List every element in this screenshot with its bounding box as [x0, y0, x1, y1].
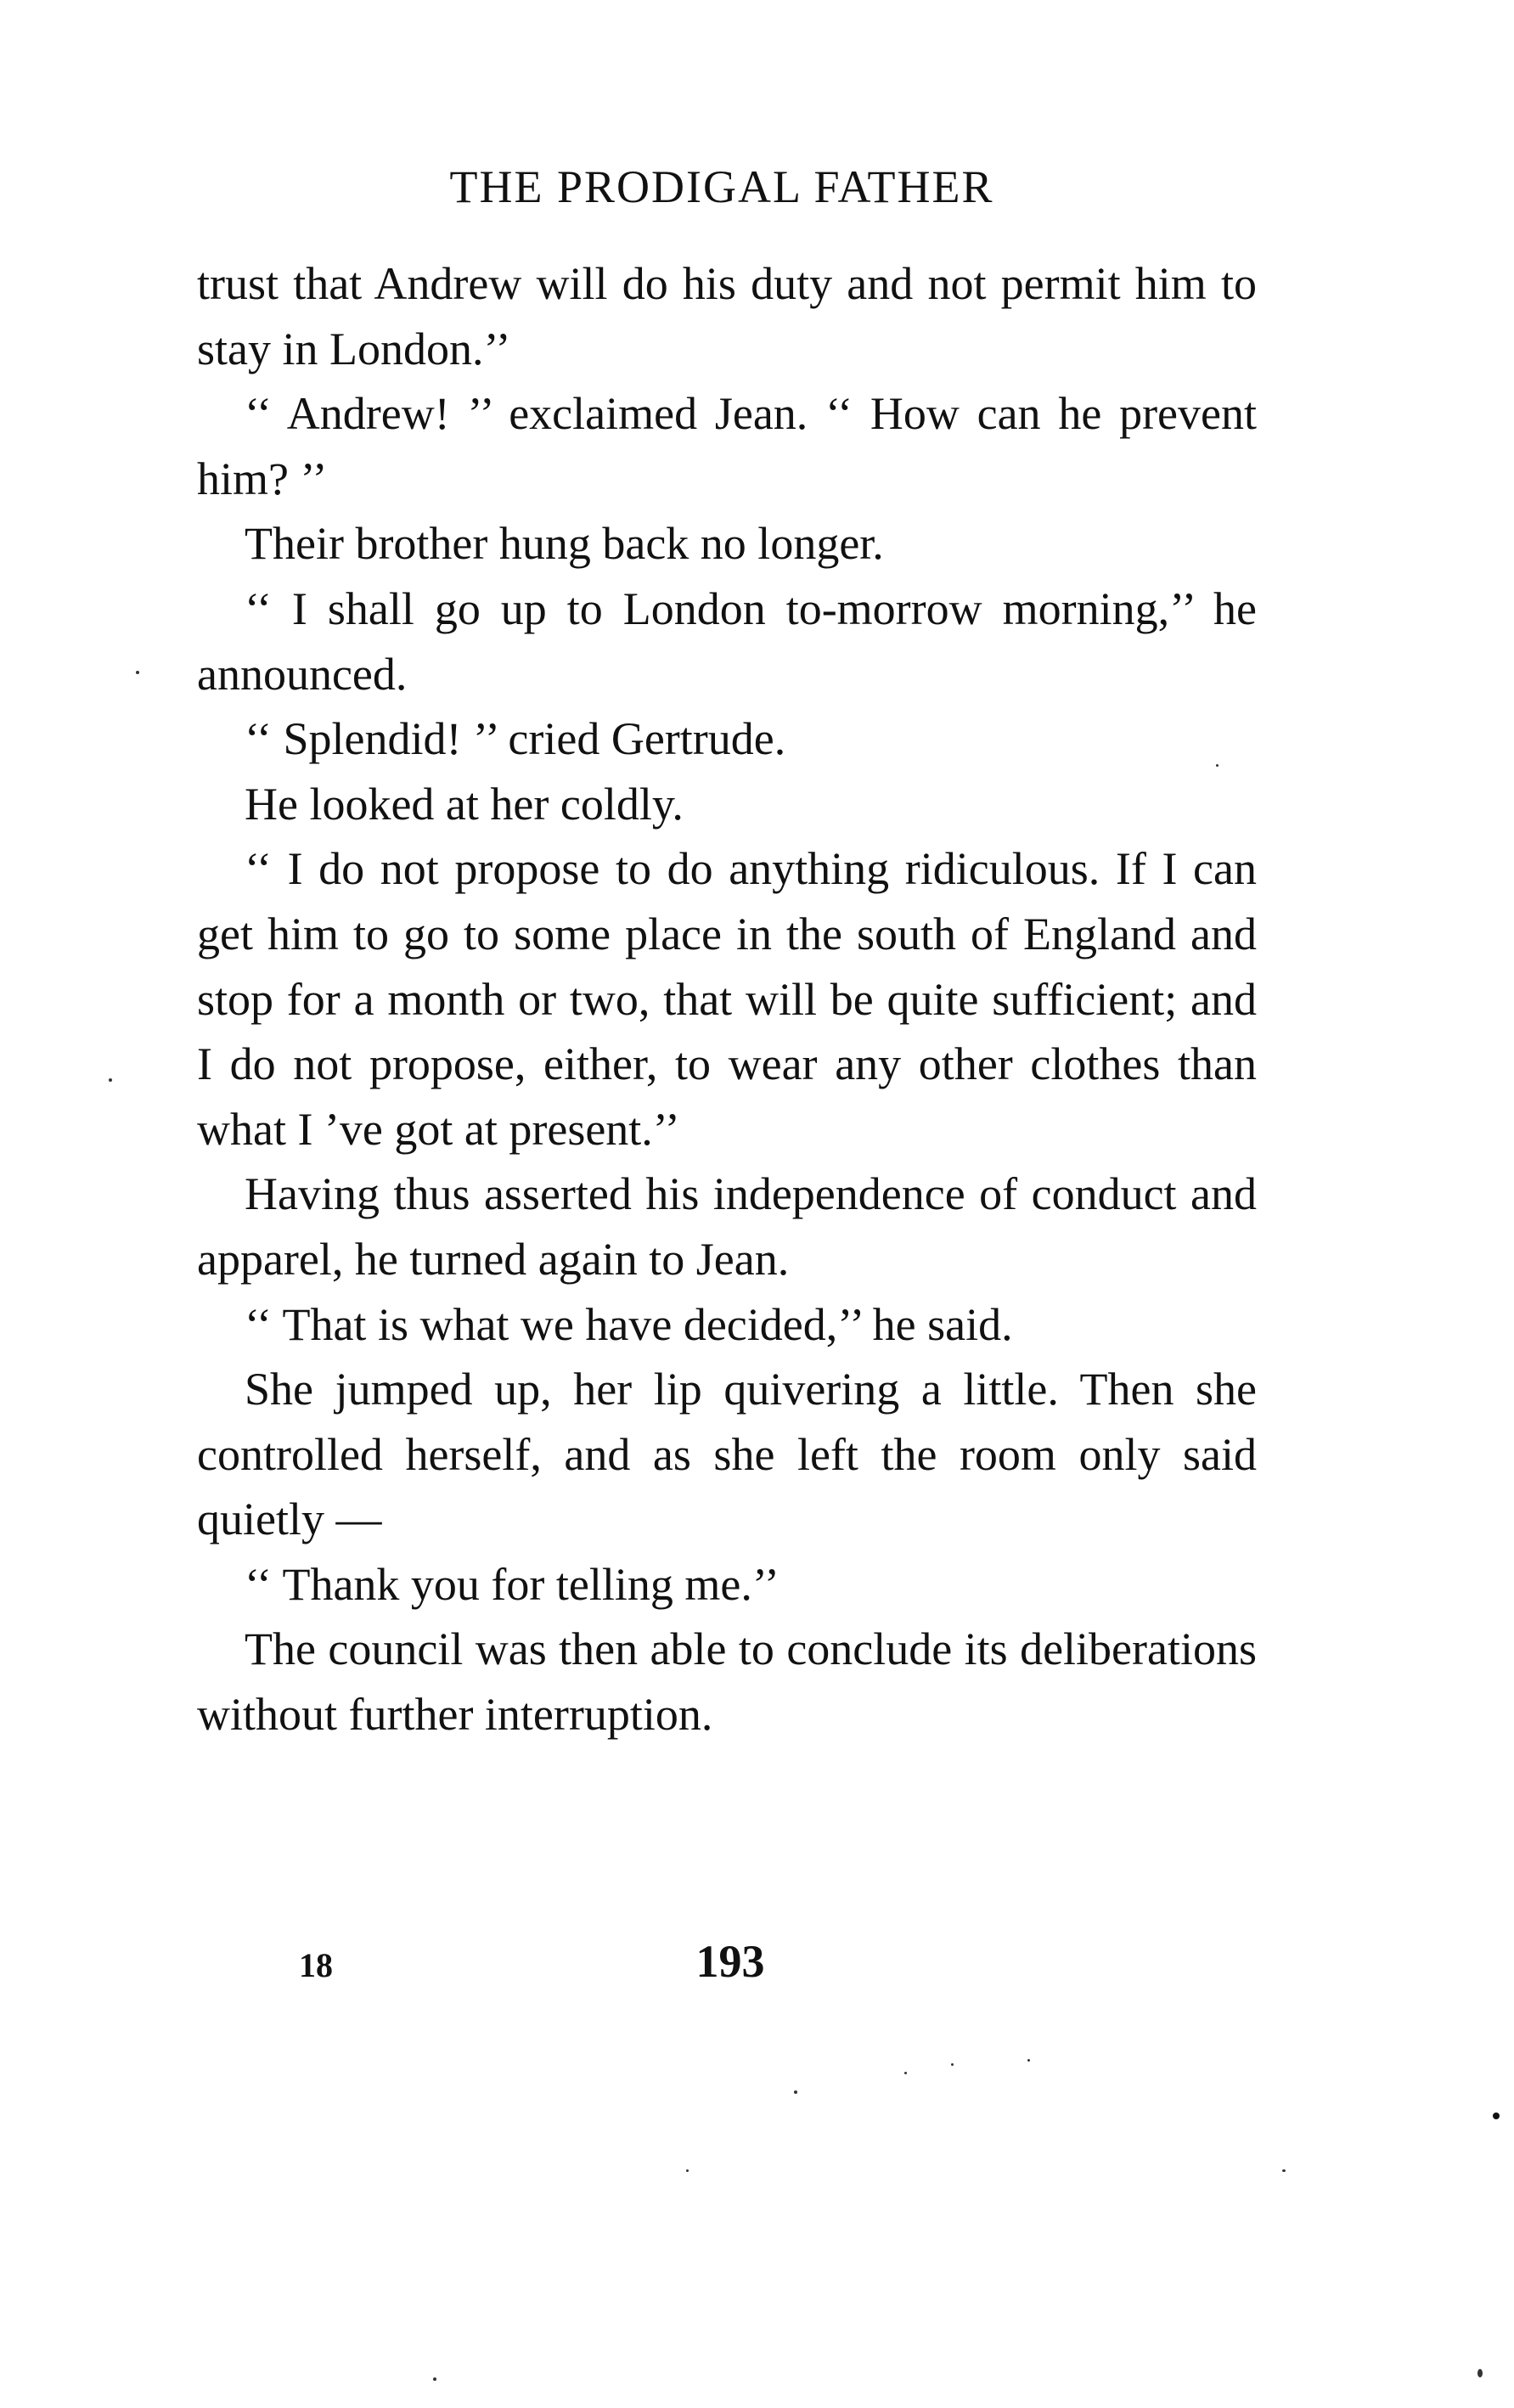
scan-speck — [1027, 2059, 1030, 2062]
scan-speck — [109, 1078, 112, 1082]
running-title: THE PRODIGAL FATHER — [449, 161, 994, 212]
scan-speck — [433, 2377, 436, 2381]
scan-speck — [1282, 2169, 1286, 2172]
paragraph: He looked at her coldly. — [245, 778, 684, 830]
scan-speck — [1216, 764, 1219, 767]
scan-speck — [794, 2090, 797, 2094]
paragraph: Having thus asserted his independence of conduct and apparel, he turned again to Jean. — [197, 1168, 1257, 1285]
signature-mark: 18 — [299, 1946, 333, 1984]
paragraph: trust that Andrew will do his duty and not permit him to stay in London.’’ — [197, 258, 1257, 374]
scan-speck — [951, 2063, 954, 2066]
scan-speck — [136, 671, 139, 674]
paragraph: Their brother hung back no longer. — [245, 518, 884, 570]
paragraph: ‘‘ I do not propose to do anything ridiculous. If I can get him to go to some place in the south of England and stop for a month or two, that will be quite sufficient; and I do not propose, either, to wear any other clothes than what I ’ve got at present.’’ — [197, 843, 1257, 1155]
paragraph: ‘‘ Andrew! ’’ exclaimed Jean. ‘‘ How can he prevent him? ’’ — [197, 388, 1257, 504]
page-number: 193 — [695, 1936, 765, 1987]
paragraph: ‘‘ I shall go up to London to-morrow morning,’’ he announced. — [197, 582, 1257, 700]
paragraph: The council was then able to conclude its deliberations without further interruption. — [197, 1623, 1257, 1741]
paragraph: ‘‘ Thank you for telling me.’’ — [245, 1558, 780, 1610]
scan-speck — [1493, 2113, 1500, 2119]
body-text — [197, 251, 1257, 1747]
paragraph: She jumped up, her lip quivering a little. Then she controlled herself, and as she left the room only said quietly — — [197, 1364, 1257, 1545]
paragraph: ‘‘ Splendid! ’’ cried Gertrude. — [245, 713, 786, 765]
scan-speck — [904, 2072, 907, 2074]
paragraph: ‘‘ That is what we have decided,’’ he said. — [245, 1298, 1013, 1350]
scan-speck — [1477, 2369, 1483, 2377]
scan-speck — [686, 2169, 689, 2172]
